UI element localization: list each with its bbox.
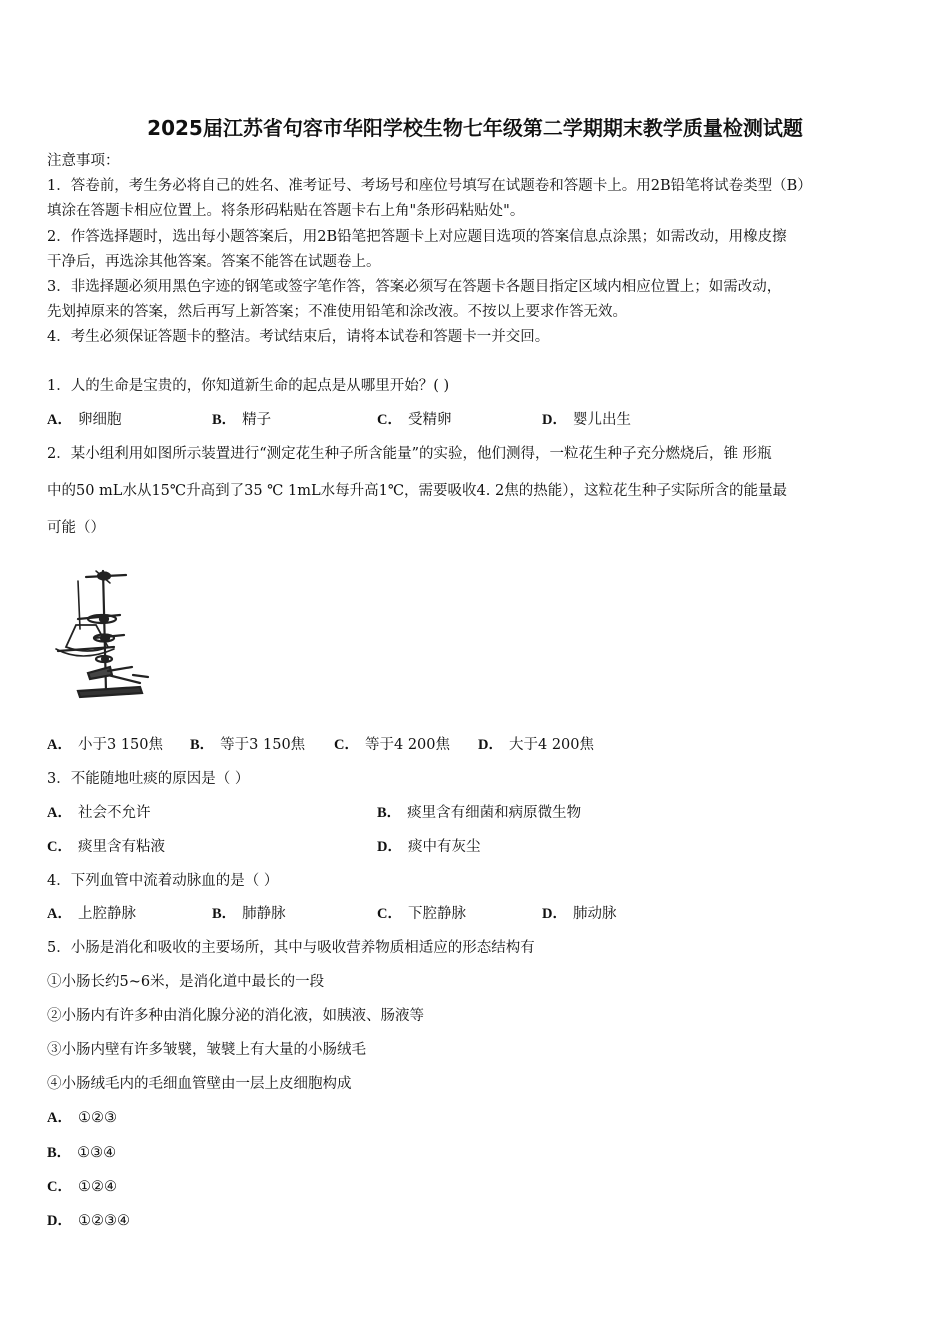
option-text: 大于4 200焦 [508,737,594,753]
q3-option-c [47,837,165,857]
question-4-stem: 4．下列血管中流着动脉血的是（ ） [47,873,279,889]
option-text: 精子 [242,412,272,428]
q2-option-c [334,735,450,755]
option-label: B． [212,412,237,428]
notice-line: 先划掉原来的答案，然后再写上新答案；不准使用铅笔和涂改液。不按以上要求作答无效。 [47,304,627,320]
option-text: ①③④ [77,1145,117,1161]
page-title: 2025届江苏省句容市华阳学校生物七年级第二学期期末教学质量检测试题 [147,116,803,140]
option-text: 等于3 150焦 [220,737,306,753]
q1-option-a [47,410,121,430]
q3-option-a [47,803,150,823]
q1-option-c [377,410,451,430]
option-text: 社会不允许 [77,805,151,821]
q3-option-b [377,803,581,823]
option-label: B． [190,737,215,753]
option-text: ①②③④ [77,1213,130,1229]
option-label: A． [47,737,72,753]
option-text: 下腔静脉 [407,906,466,922]
option-label: B． [377,805,402,821]
option-label: C． [377,906,402,922]
question-5-stem: 5．小肠是消化和吸收的主要场所，其中与吸收营养物质相适应的形态结构有 [47,940,535,956]
notice-line: 1．答卷前，考生务必将自己的姓名、准考证号、考场号和座位号填写在试题卷和答题卡上。用2B铅笔将试卷类型（B） [47,178,812,194]
option-label: D． [47,1213,72,1229]
option-label: D． [542,412,567,428]
option-label: B． [47,1145,72,1161]
notice-line: 填涂在答题卡相应位置上。将条形码粘贴在答题卡右上角"条形码粘贴处"。 [47,203,525,219]
option-text: ①②④ [77,1179,117,1195]
q5-statement: ④小肠绒毛内的毛细血管壁由一层上皮细胞构成 [47,1076,352,1092]
q5-statement: ③小肠内壁有许多皱襞，皱襞上有大量的小肠绒毛 [47,1042,366,1058]
notice-line: 干净后，再选涂其他答案。答案不能答在试题卷上。 [47,254,381,270]
notice-line: 4．考生必须保证答题卡的整洁。考试结束后，请将本试卷和答题卡一并交回。 [47,329,550,345]
option-text: ①②③ [77,1110,117,1126]
notice-line: 3．非选择题必须用黑色字迹的钢笔或签字笔作答，答案必须写在答题卡各题目指定区域内相应位置上；如需改动， [47,279,782,295]
option-text: 上腔静脉 [77,906,136,922]
option-text: 肺静脉 [242,906,286,922]
notice-line: 2．作答选择题时，选出每小题答案后，用2B铅笔把答题卡上对应题目选项的答案信息点涂黑；如需改动，用橡皮擦 [47,229,787,245]
option-text: 痰里含有粘液 [77,839,165,855]
question-1-stem: 1．人的生命是宝贵的，你知道新生命的起点是从哪里开始？( ) [47,378,450,394]
option-label: C． [47,1179,72,1195]
option-label: C． [334,737,359,753]
option-label: A． [47,412,72,428]
q5-statement: ①小肠长约5~6米，是消化道中最长的一段 [47,974,325,990]
q3-option-d [377,837,480,857]
option-label: C． [377,412,402,428]
q4-option-c [377,904,466,924]
option-text: 肺动脉 [572,906,617,922]
question-3-stem: 3．不能随地吐痰的原因是（ ） [47,771,250,787]
q5-option-c [47,1177,117,1197]
option-text: 痰中有灰尘 [407,839,481,855]
q5-option-b [47,1143,116,1163]
option-label: C． [47,839,72,855]
question-2-stem: 中的50 mL水从15℃升高到了35 ℃ 1mL水每升高1℃，需要吸收4. 2焦的热能），这粒花生种子实际所含的能量最 [47,483,787,499]
question-2-stem: 可能（） [47,520,105,536]
option-text: 等于4 200焦 [364,737,450,753]
option-label: A． [47,805,72,821]
notice-heading: 注意事项： [47,153,120,169]
apparatus-figure [48,563,154,699]
option-label: A． [47,906,72,922]
option-label: D． [542,906,567,922]
q2-option-b [190,735,305,755]
option-label: A． [47,1110,72,1126]
q5-option-a [47,1108,117,1128]
q1-option-b [212,410,271,430]
option-text: 小于3 150焦 [77,737,163,753]
option-label: D． [478,737,503,753]
option-text: 受精卵 [407,412,452,428]
option-text: 痰里含有细菌和病原微生物 [407,805,582,821]
option-text: 婴儿出生 [572,412,631,428]
q5-statement: ②小肠内有许多种由消化腺分泌的消化液，如胰液、肠液等 [47,1008,424,1024]
q1-option-d [542,410,631,430]
question-2-stem: 2．某小组利用如图所示装置进行“测定花生种子所含能量”的实验，他们测得，一粒花生种子充分燃烧后，锥 形瓶 [47,446,772,462]
option-text: 卵细胞 [77,412,122,428]
q4-option-d [542,904,616,924]
q5-option-d [47,1211,130,1231]
option-label: D． [377,839,402,855]
option-label: B． [212,906,237,922]
q2-option-a [47,735,163,755]
q4-option-a [47,904,136,924]
q4-option-b [212,904,286,924]
q2-option-d [478,735,594,755]
